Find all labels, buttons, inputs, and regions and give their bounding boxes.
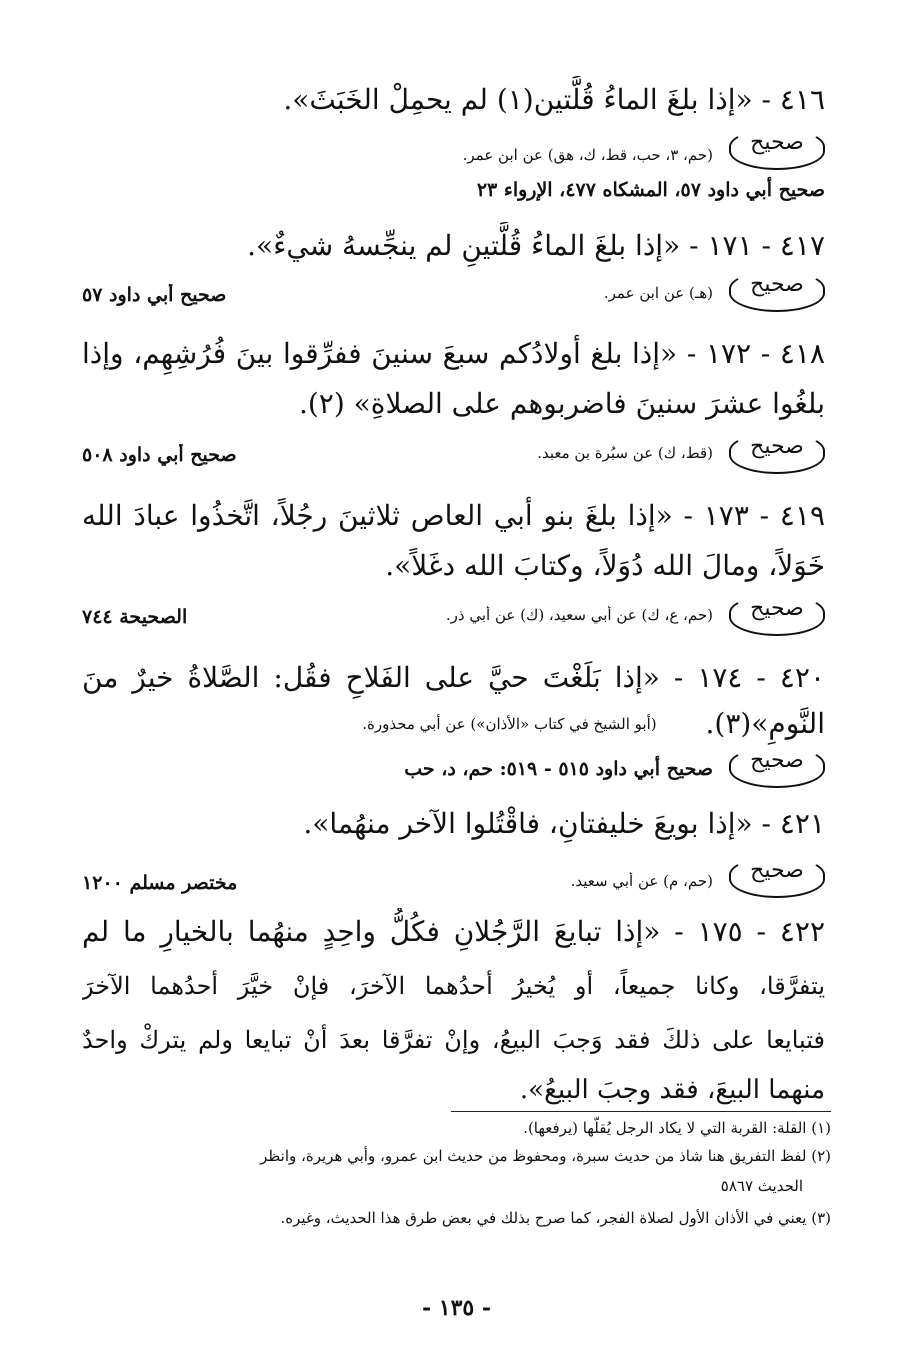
reference-417: صحيح أبي داود ٥٧ <box>82 284 227 306</box>
hadith-420-line-2: النَّومِ»(٣). <box>705 707 825 740</box>
grade-badge-419 <box>729 594 825 636</box>
source-417: (هـ) عن ابن عمر. <box>603 284 713 302</box>
hadith-418-line-2: بلغُوا عشرَ سنينَ فاضربوهم على الصلاةِ» (٢). <box>298 387 825 420</box>
reference-421: مختصر مسلم ١٢٠٠ <box>82 872 238 894</box>
hadith-422-line-1: ٤٢٢ - ١٧٥ - «إذا تبايعَ الرَّجُلانِ فكُلُّ واحِدٍ منهُما بالخيارِ ما لم <box>82 915 825 948</box>
hadith-422-line-2: يتفرَّقا، وكانا جميعاً، أو يُخيرُ أحدُهما الآخرَ، فإنْ خيَّرَ أحدُهما الآخرَ <box>82 972 825 1000</box>
hadith-417-line-1: ٤١٧ - ١٧١ - «إذا بلغَ الماءُ قُلَّتينِ لم ينجِّسهُ شيءٌ». <box>247 229 825 262</box>
source-row-419 <box>82 606 713 628</box>
page-number: - ١٣٥ - <box>421 1295 492 1321</box>
hadith-416-line-1: ٤١٦ - «إذا بلغَ الماءُ قُلَّتين(١) لم يحمِلْ الخَبَثَ». <box>283 83 825 116</box>
footnote-3: (٣) يعني في الأذان الأول لصلاة الفجر، كما صرح بذلك في بعض طرق هذا الحديث، وغيره. <box>280 1209 831 1227</box>
source-420: (أبو الشيخ في كتاب «الأذان») عن أبي محذورة. <box>362 715 657 733</box>
grade-label: صحيح <box>750 434 804 459</box>
grade-label: صحيح <box>750 858 804 883</box>
grade-label: صحيح <box>750 272 804 297</box>
reference-420: صحيح أبي داود ٥١٥ - ٥١٩: حم، د، حب <box>404 758 713 780</box>
reference-416: صحيح أبي داود ٥٧، المشكاه ٤٧٧، الإرواء ٢٣ <box>476 179 825 201</box>
hadith-419-line-1: ٤١٩ - ١٧٣ - «إذا بلغَ بنو أبي العاص ثلاثينَ رجُلاً، اتَّخذُوا عبادَ الله <box>82 499 825 532</box>
footnote-2-cont: الحديث ٥٨٦٧ <box>720 1177 803 1195</box>
grade-badge-421 <box>729 856 825 898</box>
grade-badge-417 <box>729 270 825 312</box>
source-416: (حم، ٣، حب، قط، ك، هق) عن ابن عمر. <box>462 146 713 164</box>
grade-badge-418 <box>729 432 825 474</box>
source-419: (حم، ع، ك) عن أبي سعيد، (ك) عن أبي ذر. <box>445 606 713 624</box>
hadith-422-line-3: فتبايعا على ذلكَ فقد وَجبَ البيعُ، وإنْ تفرَّقا بعدَ أنْ تبايعا ولم يتركْ واحدٌ <box>82 1026 825 1054</box>
grade-badge-416 <box>729 128 825 170</box>
hadith-418-line-1: ٤١٨ - ١٧٢ - «إذا بلغ أولادُكم سبعَ سنينَ ففرِّقوا بينَ فُرُشِهِم، وإذا <box>82 337 825 370</box>
source-row-418 <box>82 444 713 466</box>
footnote-2: (٢) لفظ التفريق هنا شاذ من حديث سبرة، ومحفوظ من حديث ابن عمرو، وأبي هريرة، وانظر <box>260 1147 831 1165</box>
hadith-420-line-2-row <box>82 702 825 746</box>
source-418: (قط، ك) عن سبُرة بن معبد. <box>537 444 713 462</box>
grade-label: صحيح <box>750 748 804 773</box>
footnote-divider <box>451 1111 831 1112</box>
source-421: (حم، م) عن أبي سعيد. <box>570 872 713 890</box>
reference-419: الصحيحة ٧٤٤ <box>82 606 188 628</box>
hadith-422-line-4: منهما البيعَ، فقد وجبَ البيعُ». <box>519 1075 825 1105</box>
reference-418: صحيح أبي داود ٥٠٨ <box>82 444 237 466</box>
hadith-419-line-2: خَوَلاً، ومالَ الله دُوَلاً، وكتابَ الله دغَلاً». <box>385 549 825 582</box>
grade-label: صحيح <box>750 596 804 621</box>
source-row-417 <box>82 284 713 306</box>
hadith-420-line-1: ٤٢٠ - ١٧٤ - «إذا بَلَغْتَ حيَّ على الفَلاحِ فقُل: الصَّلاةُ خيرٌ منَ <box>82 661 825 694</box>
footnote-1: (١) القلة: القربة التي لا يكاد الرجل يُقلُّها (يرفعها). <box>523 1119 831 1137</box>
source-row-421 <box>82 872 713 894</box>
grade-label: صحيح <box>750 130 804 155</box>
grade-badge-420 <box>729 746 825 788</box>
hadith-421-line-1: ٤٢١ - «إذا بويعَ خليفتانِ، فاقْتُلوا الآخر منهُما». <box>303 807 825 840</box>
